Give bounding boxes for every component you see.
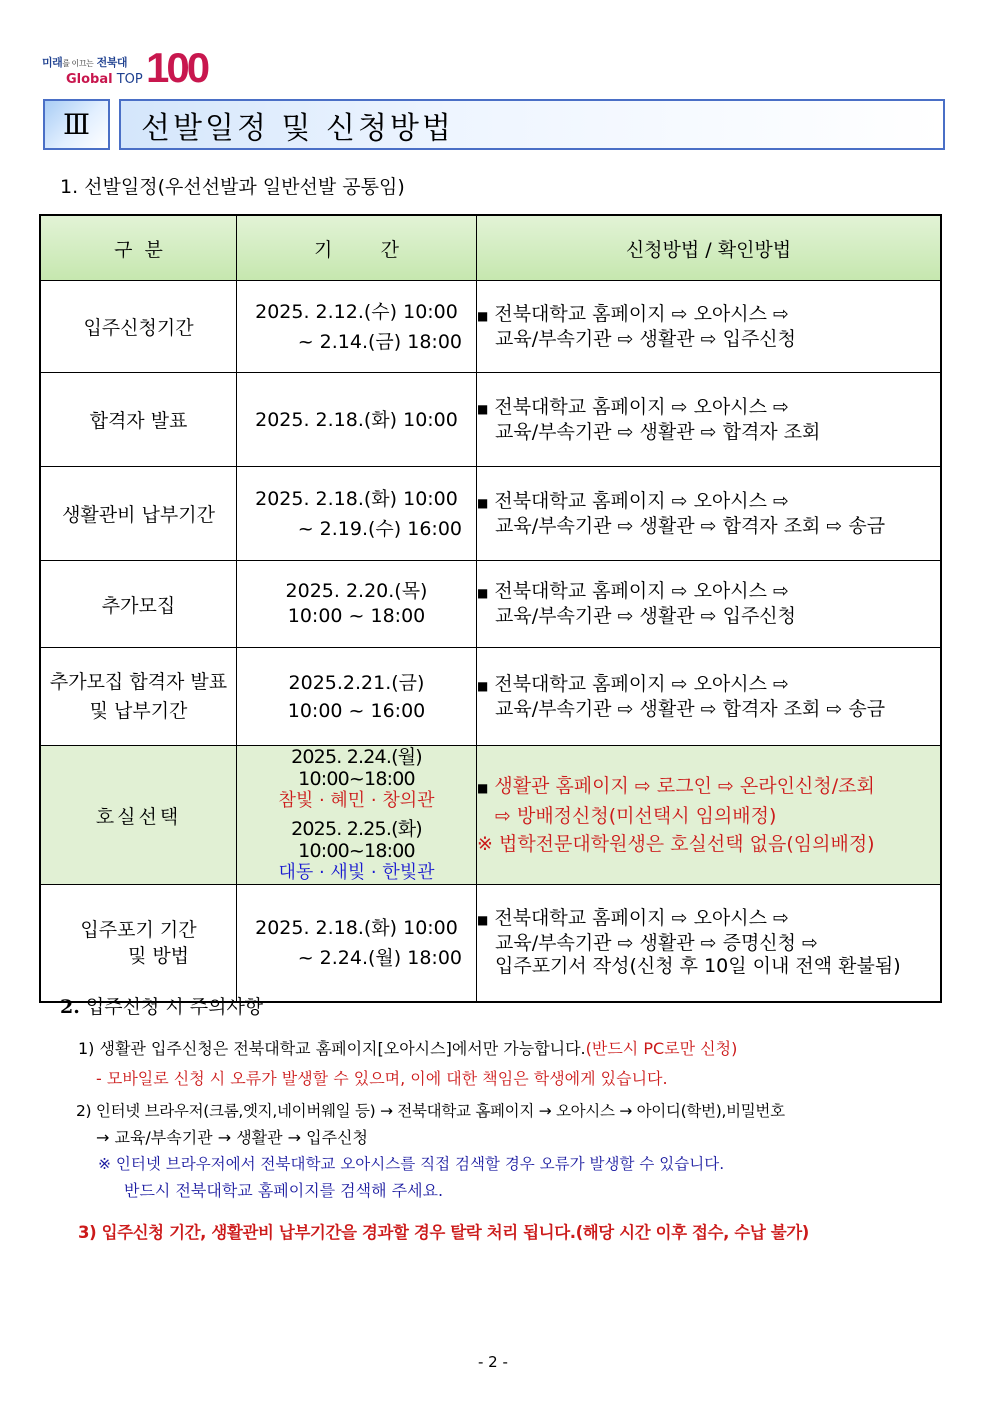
- table-row: [40, 467, 941, 561]
- building-group-2: 대동 · 새빛 · 한빛관: [278, 862, 435, 883]
- row-category: 생활관비 납부기간: [40, 467, 237, 561]
- table-row: [40, 648, 941, 746]
- row-period: 2025. 2.12.(수) 10:00 ~ 2.14.(금) 18:00: [237, 281, 477, 373]
- page-number: - 2 -: [478, 1353, 508, 1371]
- bullet-icon: ■: [477, 586, 489, 600]
- bullet-icon: ■: [477, 913, 489, 928]
- row-method: ■ 전북대학교 홈페이지 ⇨ 오아시스 ⇨ 교육/부속기관 ⇨ 생활관 ⇨ 증명신청 ⇨ 입주포기서 작성(신청 후 10일 이내 전액 환불됨): [477, 885, 942, 1002]
- column-header-category: 구 분: [40, 215, 237, 281]
- schedule-table: [39, 214, 942, 1003]
- row-method: ■ 생활관 홈페이지 ⇨ 로그인 ⇨ 온라인신청/조회 ⇨ 방배정신청(미선택시 임의배정) ※ 법학전문대학원생은 호실선택 없음(임의배정): [477, 746, 942, 885]
- table-row-highlighted: [40, 746, 941, 885]
- row-category: 호실선택: [40, 746, 237, 885]
- cautions-heading: 2. 입주신청 시 주의사항: [60, 996, 264, 1018]
- caution-item-1: 1) 생활관 입주신청은 전북대학교 홈페이지[오아시스]에서만 가능합니다.(반드시 PC로만 신청): [78, 1039, 738, 1058]
- table-row: [40, 561, 941, 648]
- row-method: ■ 전북대학교 홈페이지 ⇨ 오아시스 ⇨ 교육/부속기관 ⇨ 생활관 ⇨ 합격자 조회: [477, 373, 942, 467]
- section-title: 선발일정 및 신청방법: [119, 99, 945, 150]
- table-row: [40, 885, 941, 1002]
- row-period: 2025. 2.18.(화) 10:00 ~ 2.19.(수) 16:00: [237, 467, 477, 561]
- logo-slogan: 미래를 이끄는 전북대: [42, 56, 127, 69]
- caution-item-2-note: ※ 인터넷 브라우저에서 전북대학교 오아시스를 직접 검색할 경우 오류가 발생할 수 있습니다.: [98, 1155, 725, 1173]
- row-period: 2025. 2.24.(월) 10:00~18:00 참빛 · 혜민 · 창의관 2025. 2.25.(화) 10:00~18:00 대동 · 새빛 · 한빛관: [237, 746, 477, 885]
- row-category: 추가모집 합격자 발표 및 납부기간: [40, 648, 237, 746]
- bullet-icon: ■: [477, 678, 489, 693]
- row-method: ■ 전북대학교 홈페이지 ⇨ 오아시스 ⇨ 교육/부속기관 ⇨ 생활관 ⇨ 합격자 조회 ⇨ 송금: [477, 648, 942, 746]
- law-school-note: ※ 법학전문대학원생은 호실선택 없음(임의배정): [477, 833, 875, 855]
- bullet-icon: ■: [477, 308, 489, 323]
- caution-item-2-cont: → 교육/부속기관 → 생활관 → 입주신청: [96, 1128, 368, 1147]
- row-period: 2025. 2.20.(목) 10:00 ~ 18:00: [237, 561, 477, 648]
- caution-item-2: 2) 인터넷 브라우저(크롬,엣지,네이버웨일 등) → 전북대학교 홈페이지 → 오아시스 → 아이디(학번),비밀번호: [76, 1102, 785, 1120]
- column-header-method: 신청방법 / 확인방법: [477, 215, 942, 281]
- university-logo: [38, 44, 218, 94]
- section-number: Ⅲ: [43, 99, 110, 150]
- bullet-icon: ■: [477, 495, 489, 510]
- row-category: 추가모집: [40, 561, 237, 648]
- row-method: ■ 전북대학교 홈페이지 ⇨ 오아시스 ⇨ 교육/부속기관 ⇨ 생활관 ⇨ 입주신청: [477, 281, 942, 373]
- caution-item-3: 3) 입주신청 기간, 생활관비 납부기간을 경과할 경우 탈락 처리 됩니다.(해당 시간 이후 접수, 수납 불가): [78, 1223, 809, 1242]
- table-row: [40, 281, 941, 373]
- row-category: 합격자 발표: [40, 373, 237, 467]
- row-method: ■ 전북대학교 홈페이지 ⇨ 오아시스 ⇨ 교육/부속기관 ⇨ 생활관 ⇨ 입주신청: [477, 561, 942, 648]
- building-group-1: 참빛 · 혜민 · 창의관: [278, 790, 435, 811]
- row-method: ■ 전북대학교 홈페이지 ⇨ 오아시스 ⇨ 교육/부속기관 ⇨ 생활관 ⇨ 합격자 조회 ⇨ 송금: [477, 467, 942, 561]
- row-period: 2025. 2.18.(화) 10:00 ~ 2.24.(월) 18:00: [237, 885, 477, 1002]
- logo-number: 100: [146, 44, 208, 91]
- caution-item-1-sub: - 모바일로 신청 시 오류가 발생할 수 있으며, 이에 대한 책임은 학생에게 있습니다.: [96, 1069, 668, 1088]
- row-period: 2025.2.21.(금) 10:00 ~ 16:00: [237, 648, 477, 746]
- row-category: 입주신청기간: [40, 281, 237, 373]
- row-period: 2025. 2.18.(화) 10:00: [237, 373, 477, 467]
- table-row: [40, 373, 941, 467]
- schedule-heading: 1. 선발일정(우선선발과 일반선발 공통임): [60, 176, 405, 198]
- bullet-icon: ■: [477, 781, 489, 795]
- caution-item-2-note-cont: 반드시 전북대학교 홈페이지를 검색해 주세요.: [124, 1181, 444, 1200]
- bullet-icon: ■: [477, 401, 489, 416]
- table-header-row: [40, 215, 941, 281]
- column-header-period: 기 간: [237, 215, 477, 281]
- row-category: 입주포기 기간 및 방법: [40, 885, 237, 1002]
- logo-global-top: Global TOP: [66, 72, 143, 87]
